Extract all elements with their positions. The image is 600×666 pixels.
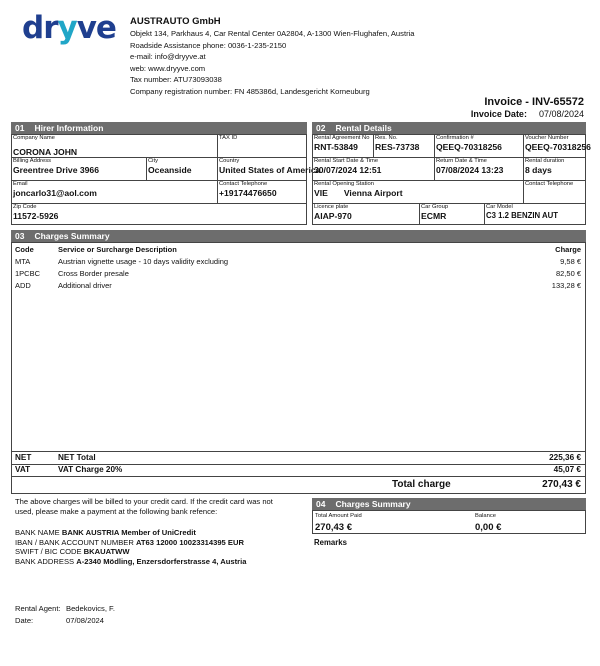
billing-value: Greentree Drive 3966: [13, 165, 99, 175]
duration-cell: Rental duration 8 days: [523, 157, 586, 181]
phone-value: +19174476650: [219, 188, 277, 198]
email-value: joncarlo31@aol.com: [13, 188, 97, 198]
model-cell: Car Model C3 1.2 BENZIN AUT: [484, 203, 586, 225]
voucher-cell: Voucher Number QEEQ-70318256: [523, 134, 586, 158]
email-cell: Email joncarlo31@aol.com: [11, 180, 218, 204]
country-cell: Country United States of America: [217, 157, 307, 181]
confirmation-cell: Confirmation # QEEQ-70318256: [434, 134, 524, 158]
tax-id-cell: TAX ID: [217, 134, 307, 158]
rental-agent-label: Rental Agent:: [15, 604, 61, 613]
footer-date-value: 07/08/2024: [66, 616, 105, 625]
footer-date-label: Date:: [15, 616, 34, 625]
city-cell: City Oceanside: [146, 157, 218, 181]
rental-agent-value: Bedekovics, F.: [66, 604, 115, 613]
total-charge-label: Total charge: [392, 479, 451, 490]
summary-box: Total Amount Paid 270,43 € Balance 0,00 €: [312, 510, 586, 534]
charges-header: 03 Charges Summary: [11, 230, 586, 242]
summary-header: 04 Charges Summary: [312, 498, 586, 510]
station-value: VIE Vienna Airport: [314, 188, 403, 198]
model-value: C3 1.2 BENZIN AUT: [486, 211, 559, 220]
company-name: AUSTRAUTO GmbH: [130, 16, 221, 27]
station-contact-cell: Contact Telephone: [523, 180, 586, 204]
bank-address: BANK ADDRESS A-2340 Mödling, Enzersdorferstrasse 4, Austria: [15, 556, 247, 566]
bank-iban: IBAN / BANK ACCOUNT NUMBER AT63 12000 10023314395 EUR: [15, 537, 244, 547]
charges-table: [11, 242, 586, 494]
hirer-grid: [11, 134, 321, 226]
zip-cell: Zip Code 11572-5926: [11, 203, 307, 225]
bank-name: BANK NAME BANK AUSTRIA Member of UniCredit: [15, 528, 196, 537]
invoice-date: Invoice Date: 07/08/2024: [470, 109, 584, 119]
balance-value: 0,00 €: [475, 522, 502, 533]
net-total-row: NET NET Total 225,36 €: [15, 453, 581, 462]
billing-cell: Billing Address Greentree Drive 3966: [11, 157, 147, 181]
rental-header: 02 Rental Details: [312, 122, 586, 134]
company-web: web: www.dryyve.com: [130, 63, 206, 73]
company-registration: Company registration number: FN 485386d, Landesgericht Korneuburg: [130, 86, 370, 96]
invoice-title: Invoice - INV-65572: [484, 96, 584, 108]
company-name-cell: Company Name CORONA JOHN: [11, 134, 218, 158]
company-tax: Tax number: ATU73093038: [130, 75, 222, 84]
bank-details: [15, 528, 307, 566]
hirer-section: [11, 122, 307, 134]
company-email: e-mail: info@dryyve.at: [130, 52, 206, 61]
zip-value: 11572-5926: [13, 211, 59, 221]
return-cell: Return Date & Time 07/08/2024 13:23: [434, 157, 524, 181]
start-value: 30/07/2024 12:51: [314, 165, 382, 175]
bank-swift: SWIFT / BIC CODE BKAUATWW: [15, 547, 130, 556]
table-row: ADD Additional driver 133,28 €: [15, 281, 581, 290]
agreement-cell: Rental Agreement No RNT-53849: [312, 134, 374, 158]
confirmation-value: QEEQ-70318256: [436, 142, 502, 152]
remarks-label: Remarks: [314, 538, 347, 547]
start-cell: Rental Start Date & Time 30/07/2024 12:51: [312, 157, 435, 181]
table-row: 1PCBC Cross Border presale 82,50 €: [15, 269, 581, 278]
summary-section: [312, 498, 586, 510]
table-row: MTA Austrian vignette usage - 10 days validity excluding 9,58 €: [15, 257, 581, 266]
amount-paid-value: 270,43 €: [315, 522, 352, 533]
hirer-header: 01 Hirer Information: [11, 122, 307, 134]
payment-notice: The above charges will be billed to your credit card. If the credit card was not used, please make a payment at the following bank refence:: [15, 497, 273, 516]
phone-cell: Contact Telephone +19174476650: [217, 180, 307, 204]
plate-value: AIAP-970: [314, 211, 352, 221]
duration-value: 8 days: [525, 165, 552, 175]
group-cell: Car Group ECMR: [419, 203, 485, 225]
invoice-header: [471, 96, 584, 119]
group-value: ECMR: [421, 211, 447, 221]
res-value: RES-73738: [375, 142, 420, 152]
charges-column-headers: Code Service or Surcharge Description Charge: [15, 245, 581, 254]
hirer-name: CORONA JOHN: [13, 147, 78, 157]
total-charge-value: 270,43 €: [542, 479, 581, 490]
res-cell: Res. No. RES-73738: [373, 134, 435, 158]
company-address: Objekt 134, Parkhaus 4, Car Rental Center 0A2804, A-1300 Wien-Flughafen, Austria: [130, 29, 415, 38]
station-cell: Rental Opening Station VIE Vienna Airport: [312, 180, 524, 204]
total-divider: [12, 476, 585, 477]
return-value: 07/08/2024 13:23: [436, 165, 504, 175]
charges-section: [11, 230, 586, 242]
city-value: Oceanside: [148, 165, 192, 175]
plate-cell: Licence plate AIAP-970: [312, 203, 420, 225]
voucher-value: QEEQ-70318256: [525, 142, 591, 152]
rental-grid: [312, 134, 591, 226]
vat-row: VAT VAT Charge 20% 45,07 €: [15, 465, 581, 474]
rental-section: [312, 122, 586, 134]
company-info: [130, 15, 415, 97]
company-logo: dryve: [22, 10, 116, 46]
country-value: United States of America: [219, 165, 321, 175]
company-roadside: Roadside Assistance phone: 0036-1-235-2150: [130, 40, 287, 50]
agreement-value: RNT-53849: [314, 142, 358, 152]
